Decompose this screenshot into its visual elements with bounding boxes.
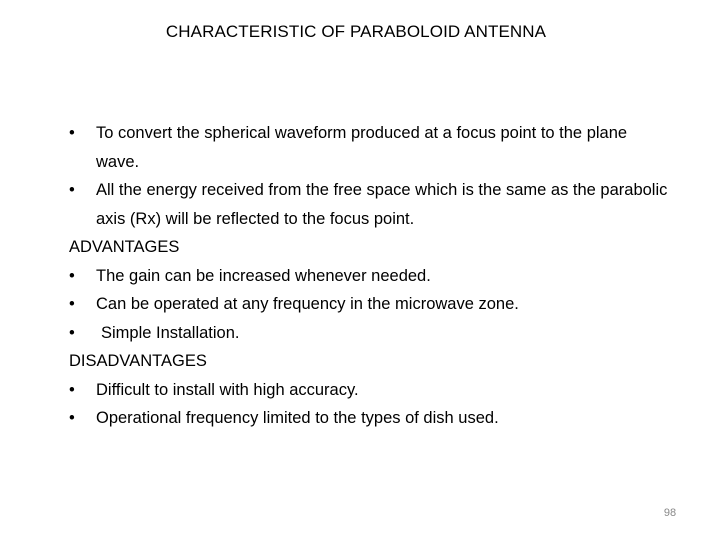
bullet-icon: • [69,409,75,427]
characteristic-text: To convert the spherical waveform produced at a focus point to the plane wave. [96,124,628,171]
advantage-item [69,262,669,291]
advantage-item [69,319,669,348]
characteristic-text: All the energy received from the free space which is the same as the parabolic axis (Rx) will be reflected to the focus point. [96,181,668,228]
disadvantage-text: Operational frequency limited to the types of dish used. [96,409,499,427]
advantage-text: Can be operated at any frequency in the microwave zone. [96,295,519,313]
advantage-text: The gain can be increased whenever needed. [96,266,431,285]
advantage-item [69,290,669,319]
disadvantage-item [69,376,669,405]
bullet-icon: • [69,295,75,313]
advantages-heading: ADVANTAGES [69,238,180,256]
disadvantage-text: Difficult to install with high accuracy. [96,380,359,399]
bullet-icon: • [69,266,75,285]
disadvantage-item [69,404,669,433]
bullet-icon: • [69,323,75,342]
advantage-text: Simple Installation. [101,323,240,342]
characteristic-item [69,119,669,176]
disadvantages-heading: DISADVANTAGES [69,352,207,370]
characteristic-item [69,176,669,233]
bullet-icon: • [69,181,75,199]
slide-content [69,119,669,433]
bullet-icon: • [69,124,75,142]
page-number: 98 [663,507,677,519]
bullet-icon: • [69,380,75,399]
slide-title: CHARACTERISTIC OF PARABOLOID ANTENNA [165,22,547,41]
